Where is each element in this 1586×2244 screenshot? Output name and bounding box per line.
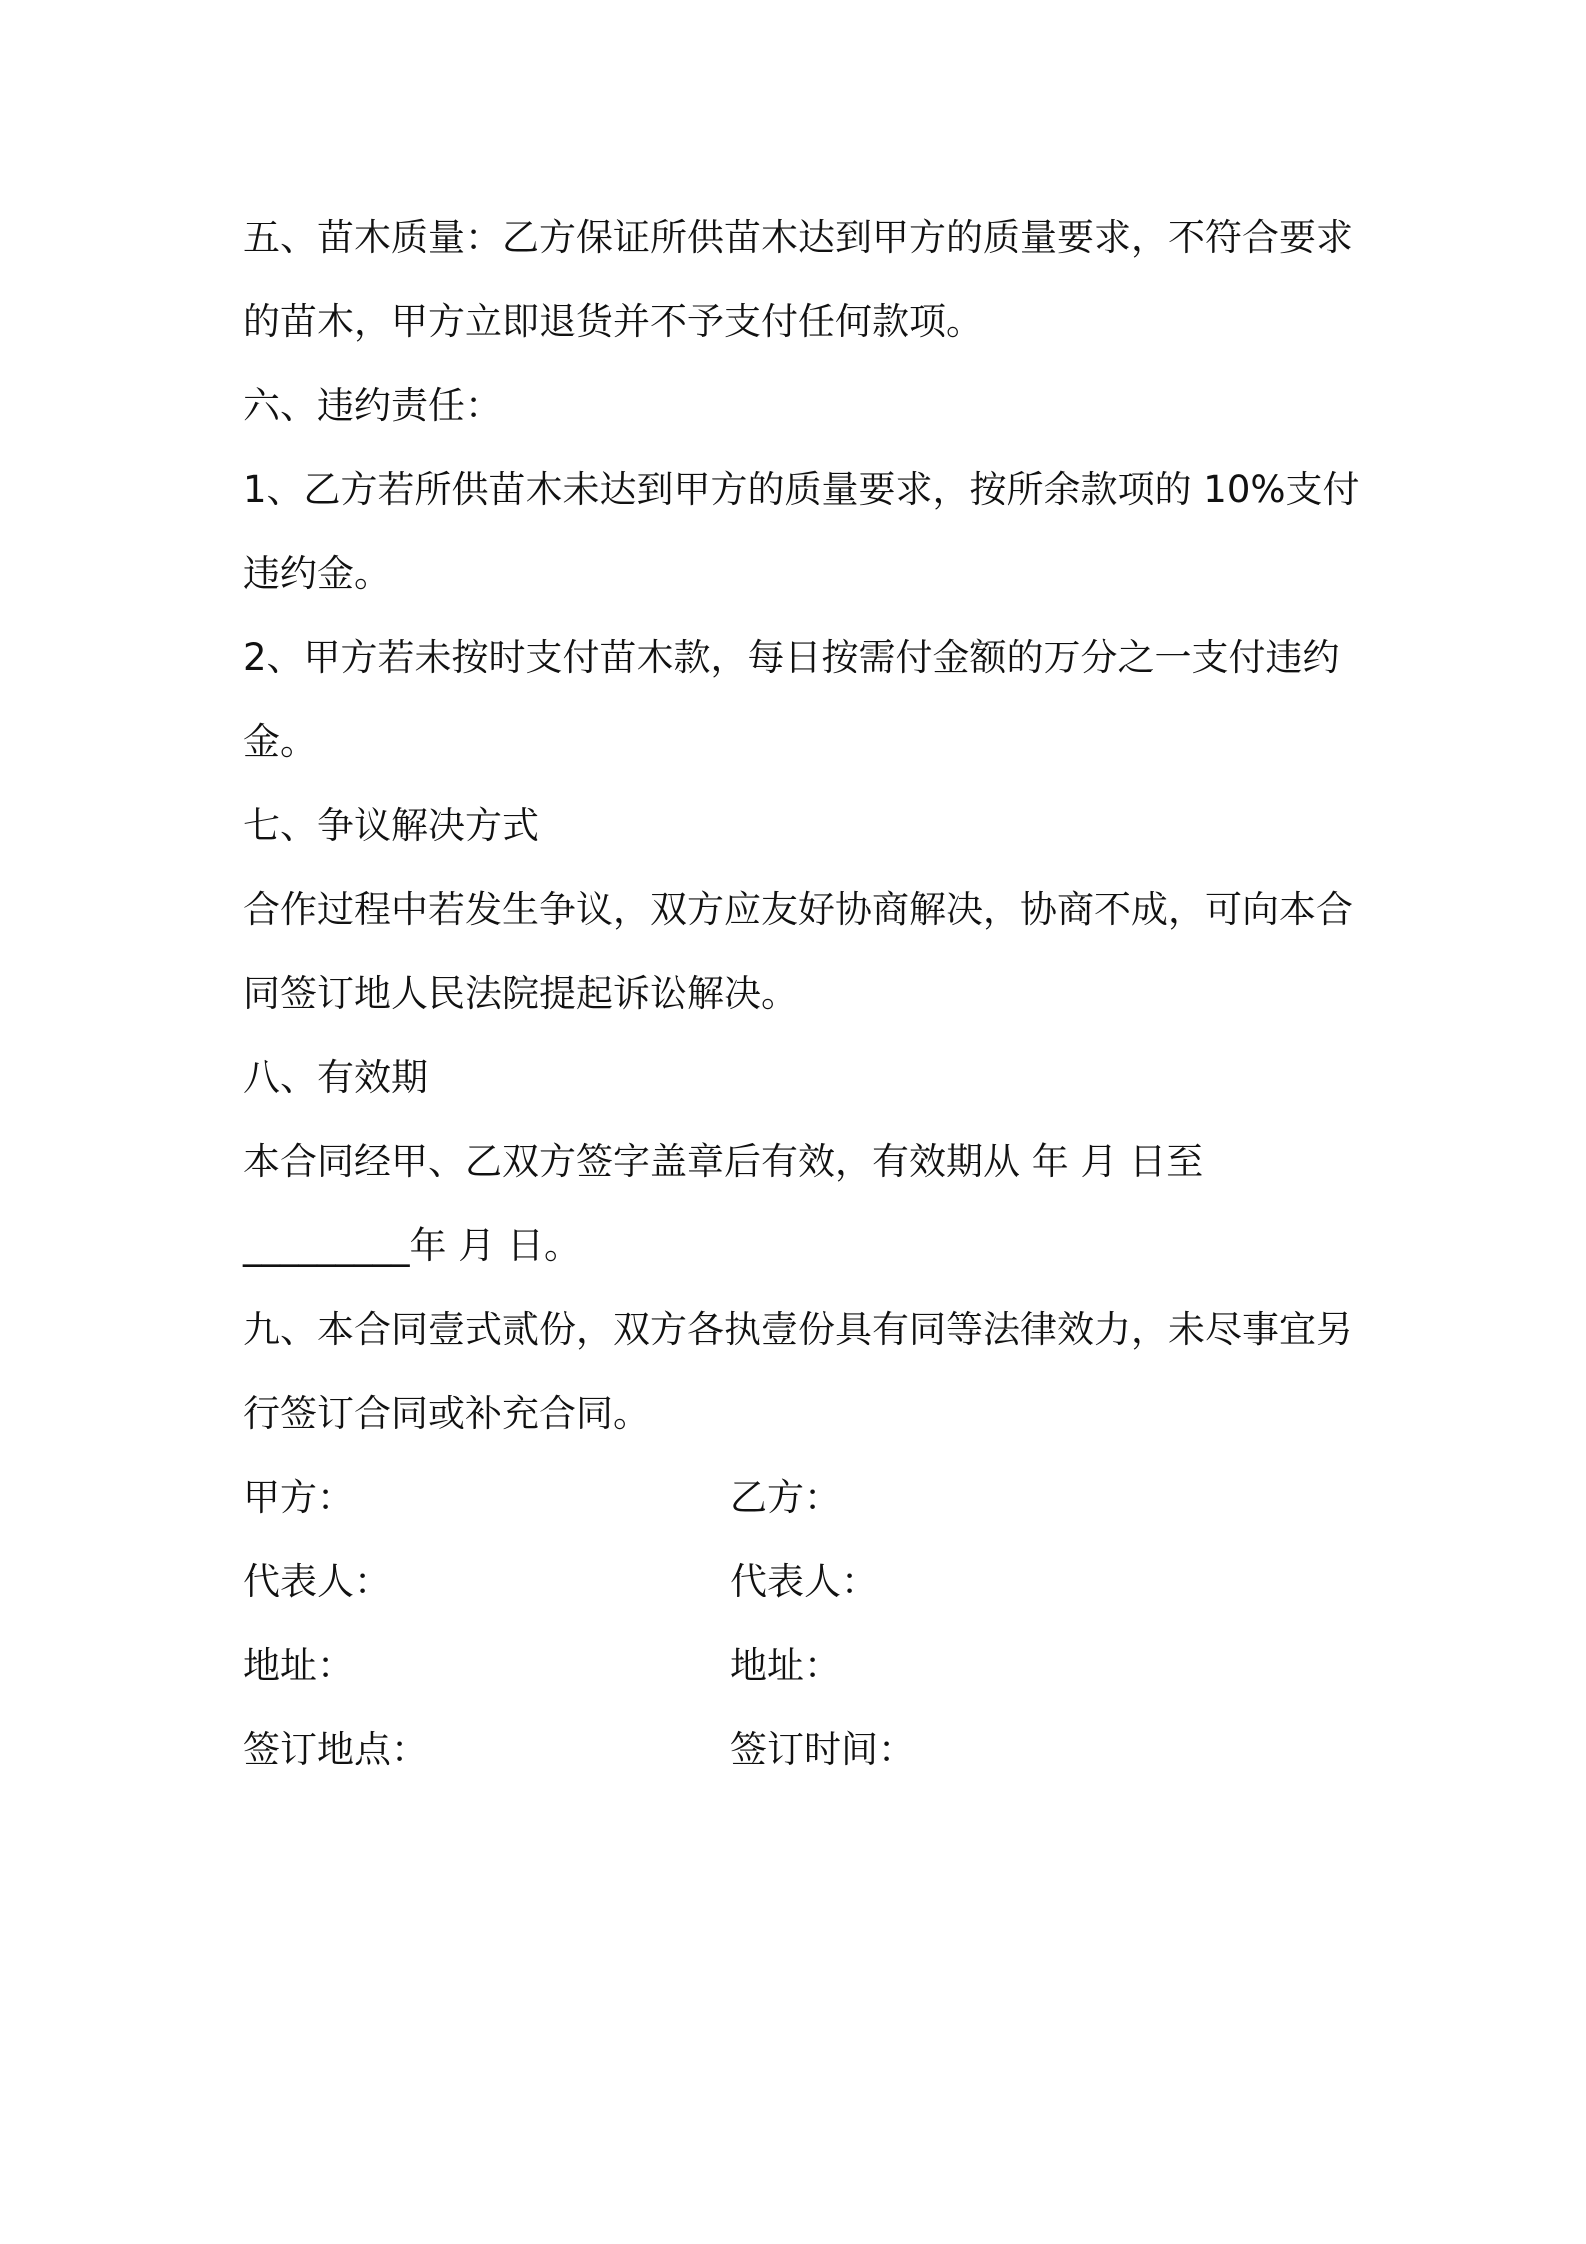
party-a-label: 甲方： bbox=[243, 1476, 354, 1519]
clause-9-line-1: 九、本合同壹式贰份，双方各执壹份具有同等法律效力，未尽事宜另 bbox=[243, 1308, 1353, 1351]
party-b-label: 乙方： bbox=[730, 1476, 841, 1519]
party-a-address-label: 地址： bbox=[243, 1644, 354, 1687]
clause-6-item-2-line-1: 2、甲方若未按时支付苗木款，每日按需付金额的万分之一支付违约 bbox=[243, 636, 1340, 679]
clause-7-line-2: 同签订地人民法院提起诉讼解决。 bbox=[243, 972, 798, 1015]
party-b-address-label: 地址： bbox=[730, 1644, 841, 1687]
clause-5-line-2: 的苗木，甲方立即退货并不予支付任何款项。 bbox=[243, 300, 983, 343]
clause-6-heading: 六、违约责任： bbox=[243, 384, 502, 427]
clause-7-heading: 七、争议解决方式 bbox=[243, 804, 539, 847]
clause-8-line-1: 本合同经甲、乙双方签字盖章后有效，有效期从 年 月 日至 bbox=[243, 1140, 1204, 1183]
signing-place-label: 签订地点： bbox=[243, 1728, 428, 1771]
clause-9-line-2: 行签订合同或补充合同。 bbox=[243, 1392, 650, 1435]
signature-row-signing bbox=[243, 1708, 1353, 1792]
signature-row-representative bbox=[243, 1540, 1353, 1624]
clause-8-line-2: _________年 月 日。 bbox=[243, 1224, 582, 1267]
clause-7-line-1: 合作过程中若发生争议，双方应友好协商解决，协商不成，可向本合 bbox=[243, 888, 1353, 931]
party-a-representative-label: 代表人： bbox=[243, 1560, 391, 1603]
clause-6-item-1-line-1: 1、乙方若所供苗木未达到甲方的质量要求，按所余款项的 10%支付 bbox=[243, 468, 1360, 511]
signature-row-address bbox=[243, 1624, 1353, 1708]
clause-6-item-1-line-2: 违约金。 bbox=[243, 552, 391, 595]
party-b-representative-label: 代表人： bbox=[730, 1560, 878, 1603]
clause-5-line-1: 五、苗木质量：乙方保证所供苗木达到甲方的质量要求，不符合要求 bbox=[243, 216, 1353, 259]
signature-row-party bbox=[243, 1456, 1353, 1540]
clause-8-heading: 八、有效期 bbox=[243, 1056, 428, 1099]
clause-6-item-2-line-2: 金。 bbox=[243, 720, 317, 763]
contract-body bbox=[243, 196, 1360, 1792]
signing-time-label: 签订时间： bbox=[730, 1728, 915, 1771]
